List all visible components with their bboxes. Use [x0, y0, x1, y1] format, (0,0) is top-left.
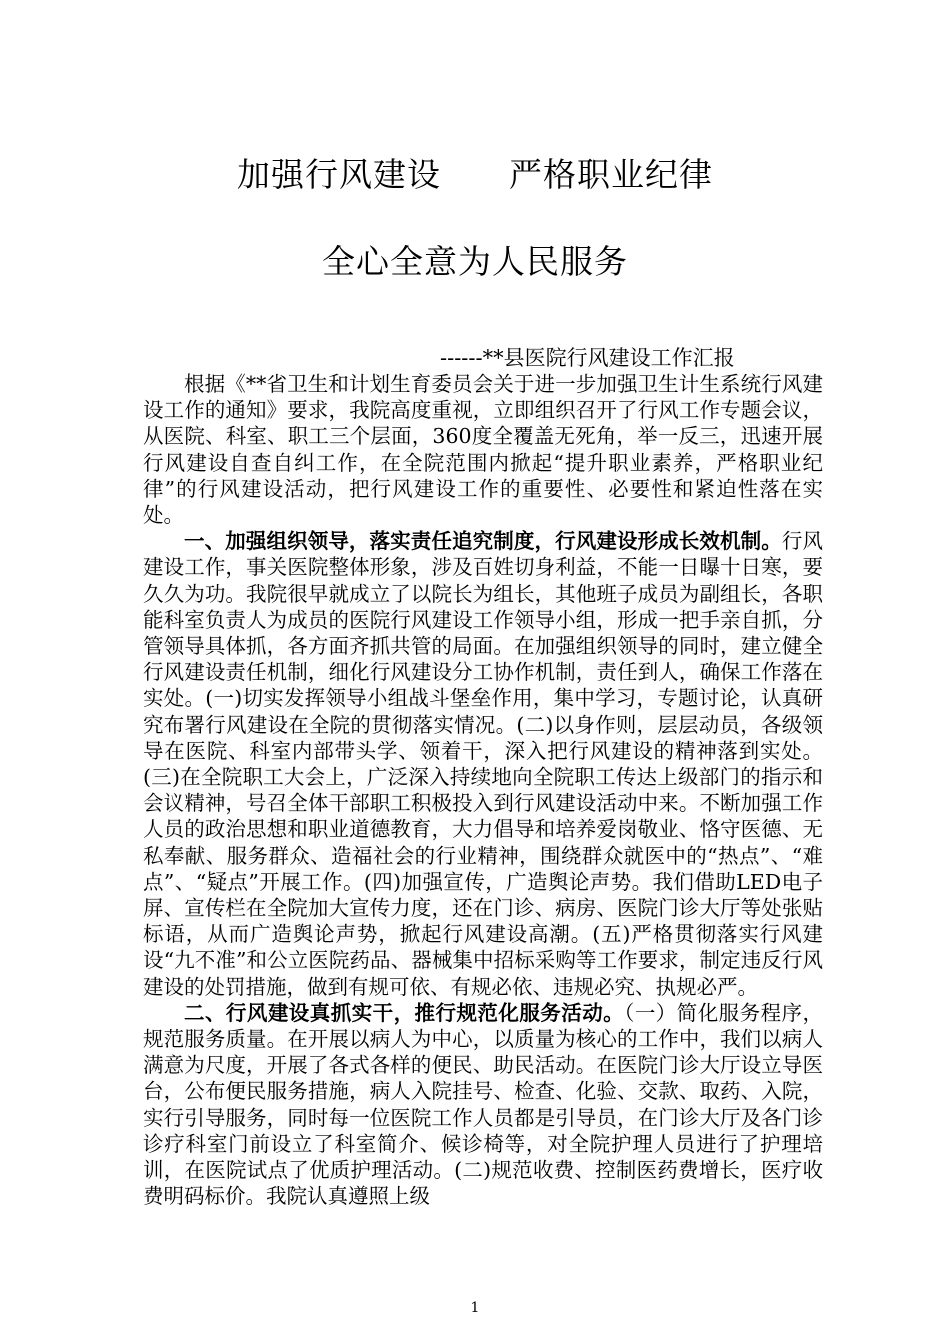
- page-number: 1: [470, 1300, 480, 1316]
- title-line-1: 加强行风建设 严格职业纪律: [237, 155, 713, 194]
- paragraph-section-1: [143, 528, 823, 1000]
- title-line-2: 全心全意为人民服务: [322, 242, 628, 281]
- paragraph-text: 根据《**省卫生和计划生育委员会关于进一步加强卫生计生系统行风建设工作的通知》要求，我院高度重视，立即组织召开了行风工作专题会议，从医院、科室、职工三个层面，360度全覆盖无死角，举一反三，迅速开展行风建设自查自纠工作，在全院范围内掀起“提升职业素养，严格职业纪律”的行风建设活动，把行风建设工作的重要性、必要性和紧迫性落在实处。: [143, 372, 823, 528]
- subtitle: ------**县医院行风建设工作汇报: [440, 346, 735, 370]
- section-heading: 二、行风建设真抓实干，推行规范化服务活动。: [184, 1000, 625, 1025]
- paragraph-text: （一）简化服务程序，规范服务质量。在开展以病人为中心，以质量为核心的工作中，我们以病人满意为尺度，开展了各式各样的便民、助民活动。在医院门诊大厅设立导医台，公布便民服务措施，病人入院挂号、检查、化验、交款、取药、入院，实行引导服务，同时每一位医院工作人员都是引导员，在门诊大厅及各门诊诊疗科室门前设立了科室简介、候诊椅等，对全院护理人员进行了护理培训，在医院试点了优质护理活动。(二)规范收费、控制医药费增长，医疗收费明码标价。我院认真遵照上级: [143, 1000, 823, 1209]
- paragraph-intro: [143, 371, 823, 528]
- paragraph-section-2: [143, 1000, 823, 1210]
- paragraph-text: 行风建设工作，事关医院整体形象，涉及百姓切身利益，不能一日曝十日寒，要久久为功。我院很早就成立了以院长为组长，其他班子成员为副组长，各职能科室负责人为成员的医院行风建设工作领导小组，形成一把手亲自抓，分管领导具体抓，各方面齐抓共管的局面。在加强组织领导的同时，建立健全行风建设责任机制，细化行风建设分工协作机制，责任到人，确保工作落在实处。(一)切实发挥领导小组战斗堡垒作用，集中学习，专题讨论，认真研究布署行风建设在全院的贯彻落实情况。(二)以身作则，层层动员，各级领导在医院、科室内部带头学、领着干，深入把行风建设的精神落到实处。(三)在全院职工大会上，广泛深入持续地向全院职工传达上级部门的指示和会议精神，号召全体干部职工积极投入到行风建设活动中来。不断加强工作人员的政治思想和职业道德教育，大力倡导和培养爱岗敬业、恪守医德、无私奉献、服务群众、造福社会的行业精神，围绕群众就医中的“热点”、“难点”、“疑点”开展工作。(四)加强宣传，广造舆论声势。我们借助LED电子屏、宣传栏在全院加大宣传力度，还在门诊、病房、医院门诊大厅等处张贴标语，从而广造舆论声势，掀起行风建设高潮。(五)严格贯彻落实行风建设“九不准”和公立医院药品、器械集中招标采购等工作要求，制定违反行风建设的处罚措施，做到有规可依、有规必依、违规必究、执规必严。: [143, 529, 824, 999]
- section-heading: 一、加强组织领导，落实责任追究制度，行风建设形成长效机制。: [184, 529, 782, 554]
- body-text: [143, 371, 823, 1210]
